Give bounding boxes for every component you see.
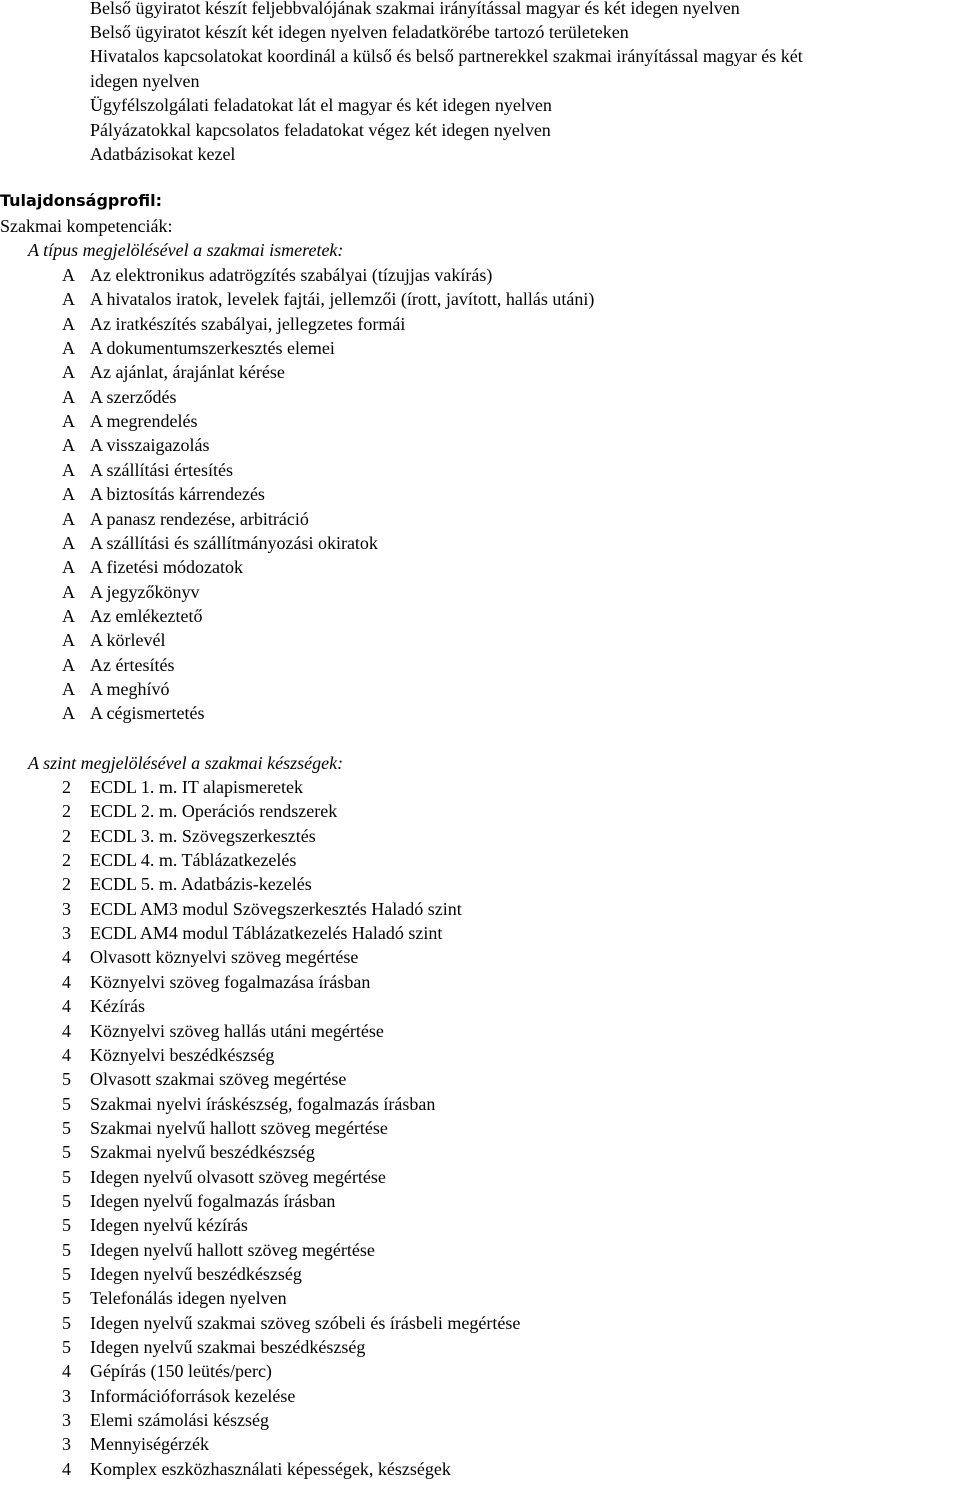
item-code: A <box>62 605 75 626</box>
item-text: Elemi számolási készség <box>90 1410 269 1431</box>
item-text: ECDL 2. m. Operációs rendszerek <box>90 801 338 822</box>
profile-heading: Tulajdonságprofil: <box>0 191 162 210</box>
skill-item <box>62 946 358 968</box>
intro-line: idegen nyelven <box>90 71 200 91</box>
item-code: 2 <box>62 874 71 895</box>
item-text: Köznyelvi szöveg fogalmazása írásban <box>90 971 371 992</box>
item-text: A hivatalos iratok, levelek fajtái, jellemzői (írott, javított, hallás utáni) <box>90 289 595 310</box>
item-text: A cégismertetés <box>90 703 205 724</box>
item-text: ECDL AM4 modul Táblázatkezelés Haladó szint <box>90 923 443 944</box>
skill-item <box>62 1068 346 1090</box>
item-text: Idegen nyelvű kézírás <box>90 1215 248 1236</box>
item-text: A dokumentumszerkesztés elemei <box>90 338 335 359</box>
item-code: A <box>62 313 75 334</box>
item-text: Szakmai nyelvi íráskészség, fogalmazás írásban <box>90 1093 436 1114</box>
item-text: A visszaigazolás <box>90 435 210 456</box>
item-text: ECDL 4. m. Táblázatkezelés <box>90 850 297 871</box>
item-code: A <box>62 654 75 675</box>
item-code: 3 <box>62 1410 71 1431</box>
skill-item <box>62 1312 520 1334</box>
item-text: Szakmai nyelvű beszédkészség <box>90 1142 315 1163</box>
knowledge-item <box>62 361 285 383</box>
item-code: 5 <box>62 1166 71 1187</box>
item-code: A <box>62 435 75 456</box>
item-code: A <box>62 484 75 505</box>
skill-item <box>62 776 303 798</box>
skill-item <box>62 1020 384 1042</box>
item-code: 4 <box>62 996 71 1017</box>
item-text: Gépírás (150 leütés/perc) <box>90 1361 272 1382</box>
intro-line: Belső ügyiratot készít feljebbvalójának szakmai irányítással magyar és két idegen nyelven <box>90 0 740 18</box>
item-code: 5 <box>62 1190 71 1211</box>
item-code: 3 <box>62 1434 71 1455</box>
knowledge-item <box>62 288 594 310</box>
item-text: ECDL 5. m. Adatbázis-kezelés <box>90 874 312 895</box>
knowledge-item <box>62 605 202 627</box>
item-code: 4 <box>62 1458 71 1479</box>
item-text: A panasz rendezése, arbitráció <box>90 508 309 529</box>
item-text: Telefonálás idegen nyelven <box>90 1288 287 1309</box>
skill-item <box>62 849 296 871</box>
intro-line: Adatbázisokat kezel <box>90 144 236 164</box>
item-code: A <box>62 678 75 699</box>
item-code: 5 <box>62 1142 71 1163</box>
item-code: 5 <box>62 1264 71 1284</box>
item-code: A <box>62 459 75 480</box>
item-text: A meghívó <box>90 678 170 699</box>
skill-item <box>62 1117 388 1139</box>
competencies-label: Szakmai kompetenciák: <box>0 216 173 236</box>
skill-item <box>62 1044 274 1066</box>
skill-item <box>62 1287 287 1309</box>
item-code: A <box>62 289 75 310</box>
item-code: A <box>62 557 75 578</box>
item-code: A <box>62 338 75 359</box>
item-text: Idegen nyelvű szakmai beszédkészség <box>90 1337 366 1358</box>
item-text: A szerződés <box>90 386 177 407</box>
knowledge-item <box>62 702 204 724</box>
item-code: 4 <box>62 1044 71 1065</box>
item-text: Idegen nyelvű szakmai szöveg szóbeli és írásbeli megértése <box>90 1312 521 1333</box>
skill-item <box>62 1141 315 1163</box>
knowledge-item <box>62 313 405 335</box>
item-code: A <box>62 362 75 383</box>
knowledge-item <box>62 508 309 530</box>
item-text: Idegen nyelvű beszédkészség <box>90 1264 302 1284</box>
item-code: 5 <box>62 1069 71 1090</box>
item-text: A megrendelés <box>90 411 198 432</box>
knowledge-item <box>62 556 243 578</box>
item-code: 3 <box>62 898 71 919</box>
item-code: 2 <box>62 825 71 846</box>
knowledge-item <box>62 581 200 603</box>
skill-item <box>62 873 312 895</box>
item-text: A jegyzőkönyv <box>90 581 200 602</box>
item-text: Az értesítés <box>90 654 175 675</box>
skill-item <box>62 1239 375 1261</box>
item-code: A <box>62 532 75 553</box>
item-text: Információforrások kezelése <box>90 1385 296 1406</box>
item-text: Szakmai nyelvű hallott szöveg megértése <box>90 1117 388 1138</box>
skill-item <box>62 1093 435 1115</box>
skill-item <box>62 1433 209 1455</box>
skill-item <box>62 1458 451 1480</box>
item-code: 2 <box>62 850 71 871</box>
skill-item <box>62 1166 386 1188</box>
item-code: 4 <box>62 1020 71 1041</box>
item-text: Az iratkészítés szabályai, jellegzetes formái <box>90 313 406 334</box>
knowledge-item <box>62 629 165 651</box>
skill-item <box>62 922 442 944</box>
item-code: 4 <box>62 1361 71 1382</box>
intro-line: Pályázatokkal kapcsolatos feladatokat végez két idegen nyelven <box>90 120 551 140</box>
item-code: A <box>62 508 75 529</box>
item-text: Az ajánlat, árajánlat kérése <box>90 362 285 383</box>
skill-item <box>62 971 370 993</box>
item-code: 3 <box>62 1385 71 1406</box>
intro-line: Hivatalos kapcsolatokat koordinál a külső és belső partnerekkel szakmai irányítással magyar és két <box>90 46 803 66</box>
item-code: 5 <box>62 1312 71 1333</box>
item-code: A <box>62 411 75 432</box>
item-code: 3 <box>62 923 71 944</box>
skill-item <box>62 1190 335 1212</box>
item-code: A <box>62 386 75 407</box>
item-code: 5 <box>62 1117 71 1138</box>
knowledge-item <box>62 264 492 286</box>
item-code: 2 <box>62 801 71 822</box>
skill-item <box>62 1263 302 1285</box>
item-text: Köznyelvi szöveg hallás utáni megértése <box>90 1020 384 1041</box>
item-code: 4 <box>62 971 71 992</box>
skill-item <box>62 898 462 920</box>
item-code: 2 <box>62 777 71 797</box>
intro-line: Belső ügyiratot készít két idegen nyelven feladatkörébe tartozó területeken <box>90 22 629 42</box>
item-text: ECDL AM3 modul Szövegszerkesztés Haladó szint <box>90 898 462 919</box>
item-text: ECDL 3. m. Szövegszerkesztés <box>90 825 316 846</box>
knowledge-item <box>62 678 170 700</box>
item-text: A biztosítás kárrendezés <box>90 484 265 505</box>
item-text: Idegen nyelvű olvasott szöveg megértése <box>90 1166 386 1187</box>
skill-item <box>62 1385 295 1407</box>
skill-item <box>62 1360 272 1382</box>
item-text: Idegen nyelvű fogalmazás írásban <box>90 1190 336 1211</box>
item-code: A <box>62 630 75 651</box>
item-code: A <box>62 703 75 724</box>
skill-item <box>62 995 145 1017</box>
item-text: Az elektronikus adatrögzítés szabályai (tízujjas vakírás) <box>90 265 493 285</box>
skill-item <box>62 1409 269 1431</box>
item-code: 5 <box>62 1337 71 1358</box>
knowledge-item <box>62 337 335 359</box>
item-text: A szállítási és szállítmányozási okiratok <box>90 532 378 553</box>
knowledge-item <box>62 483 265 505</box>
knowledge-item <box>62 532 378 554</box>
skill-item <box>62 825 316 847</box>
knowledge-item <box>62 386 176 408</box>
item-code: 5 <box>62 1288 71 1309</box>
knowledge-heading: A típus megjelölésével a szakmai ismeretek: <box>28 240 344 260</box>
item-text: A fizetési módozatok <box>90 557 243 578</box>
item-text: A körlevél <box>90 630 166 651</box>
skill-item <box>62 1214 248 1236</box>
item-code: 5 <box>62 1215 71 1236</box>
knowledge-item <box>62 410 197 432</box>
item-text: Olvasott köznyelvi szöveg megértése <box>90 947 359 968</box>
item-code: 5 <box>62 1239 71 1260</box>
item-text: A szállítási értesítés <box>90 459 233 480</box>
item-text: Idegen nyelvű hallott szöveg megértése <box>90 1239 375 1260</box>
item-text: Komplex eszközhasználati képességek, készségek <box>90 1458 451 1479</box>
knowledge-item <box>62 654 174 676</box>
skill-item <box>62 1336 365 1358</box>
item-text: Olvasott szakmai szöveg megértése <box>90 1069 347 1090</box>
knowledge-item <box>62 459 233 481</box>
item-text: Az emlékeztető <box>90 605 203 626</box>
item-text: ECDL 1. m. IT alapismeretek <box>90 777 303 797</box>
item-code: 5 <box>62 1093 71 1114</box>
item-code: 4 <box>62 947 71 968</box>
skills-heading: A szint megjelölésével a szakmai készségek: <box>28 753 344 773</box>
skill-item <box>62 800 337 822</box>
knowledge-item <box>62 434 209 456</box>
item-text: Köznyelvi beszédkészség <box>90 1044 275 1065</box>
item-code: A <box>62 581 75 602</box>
item-text: Kézírás <box>90 996 145 1017</box>
item-text: Mennyiségérzék <box>90 1434 209 1455</box>
intro-line: Ügyfélszolgálati feladatokat lát el magyar és két idegen nyelven <box>90 95 552 115</box>
item-code: A <box>62 265 75 285</box>
